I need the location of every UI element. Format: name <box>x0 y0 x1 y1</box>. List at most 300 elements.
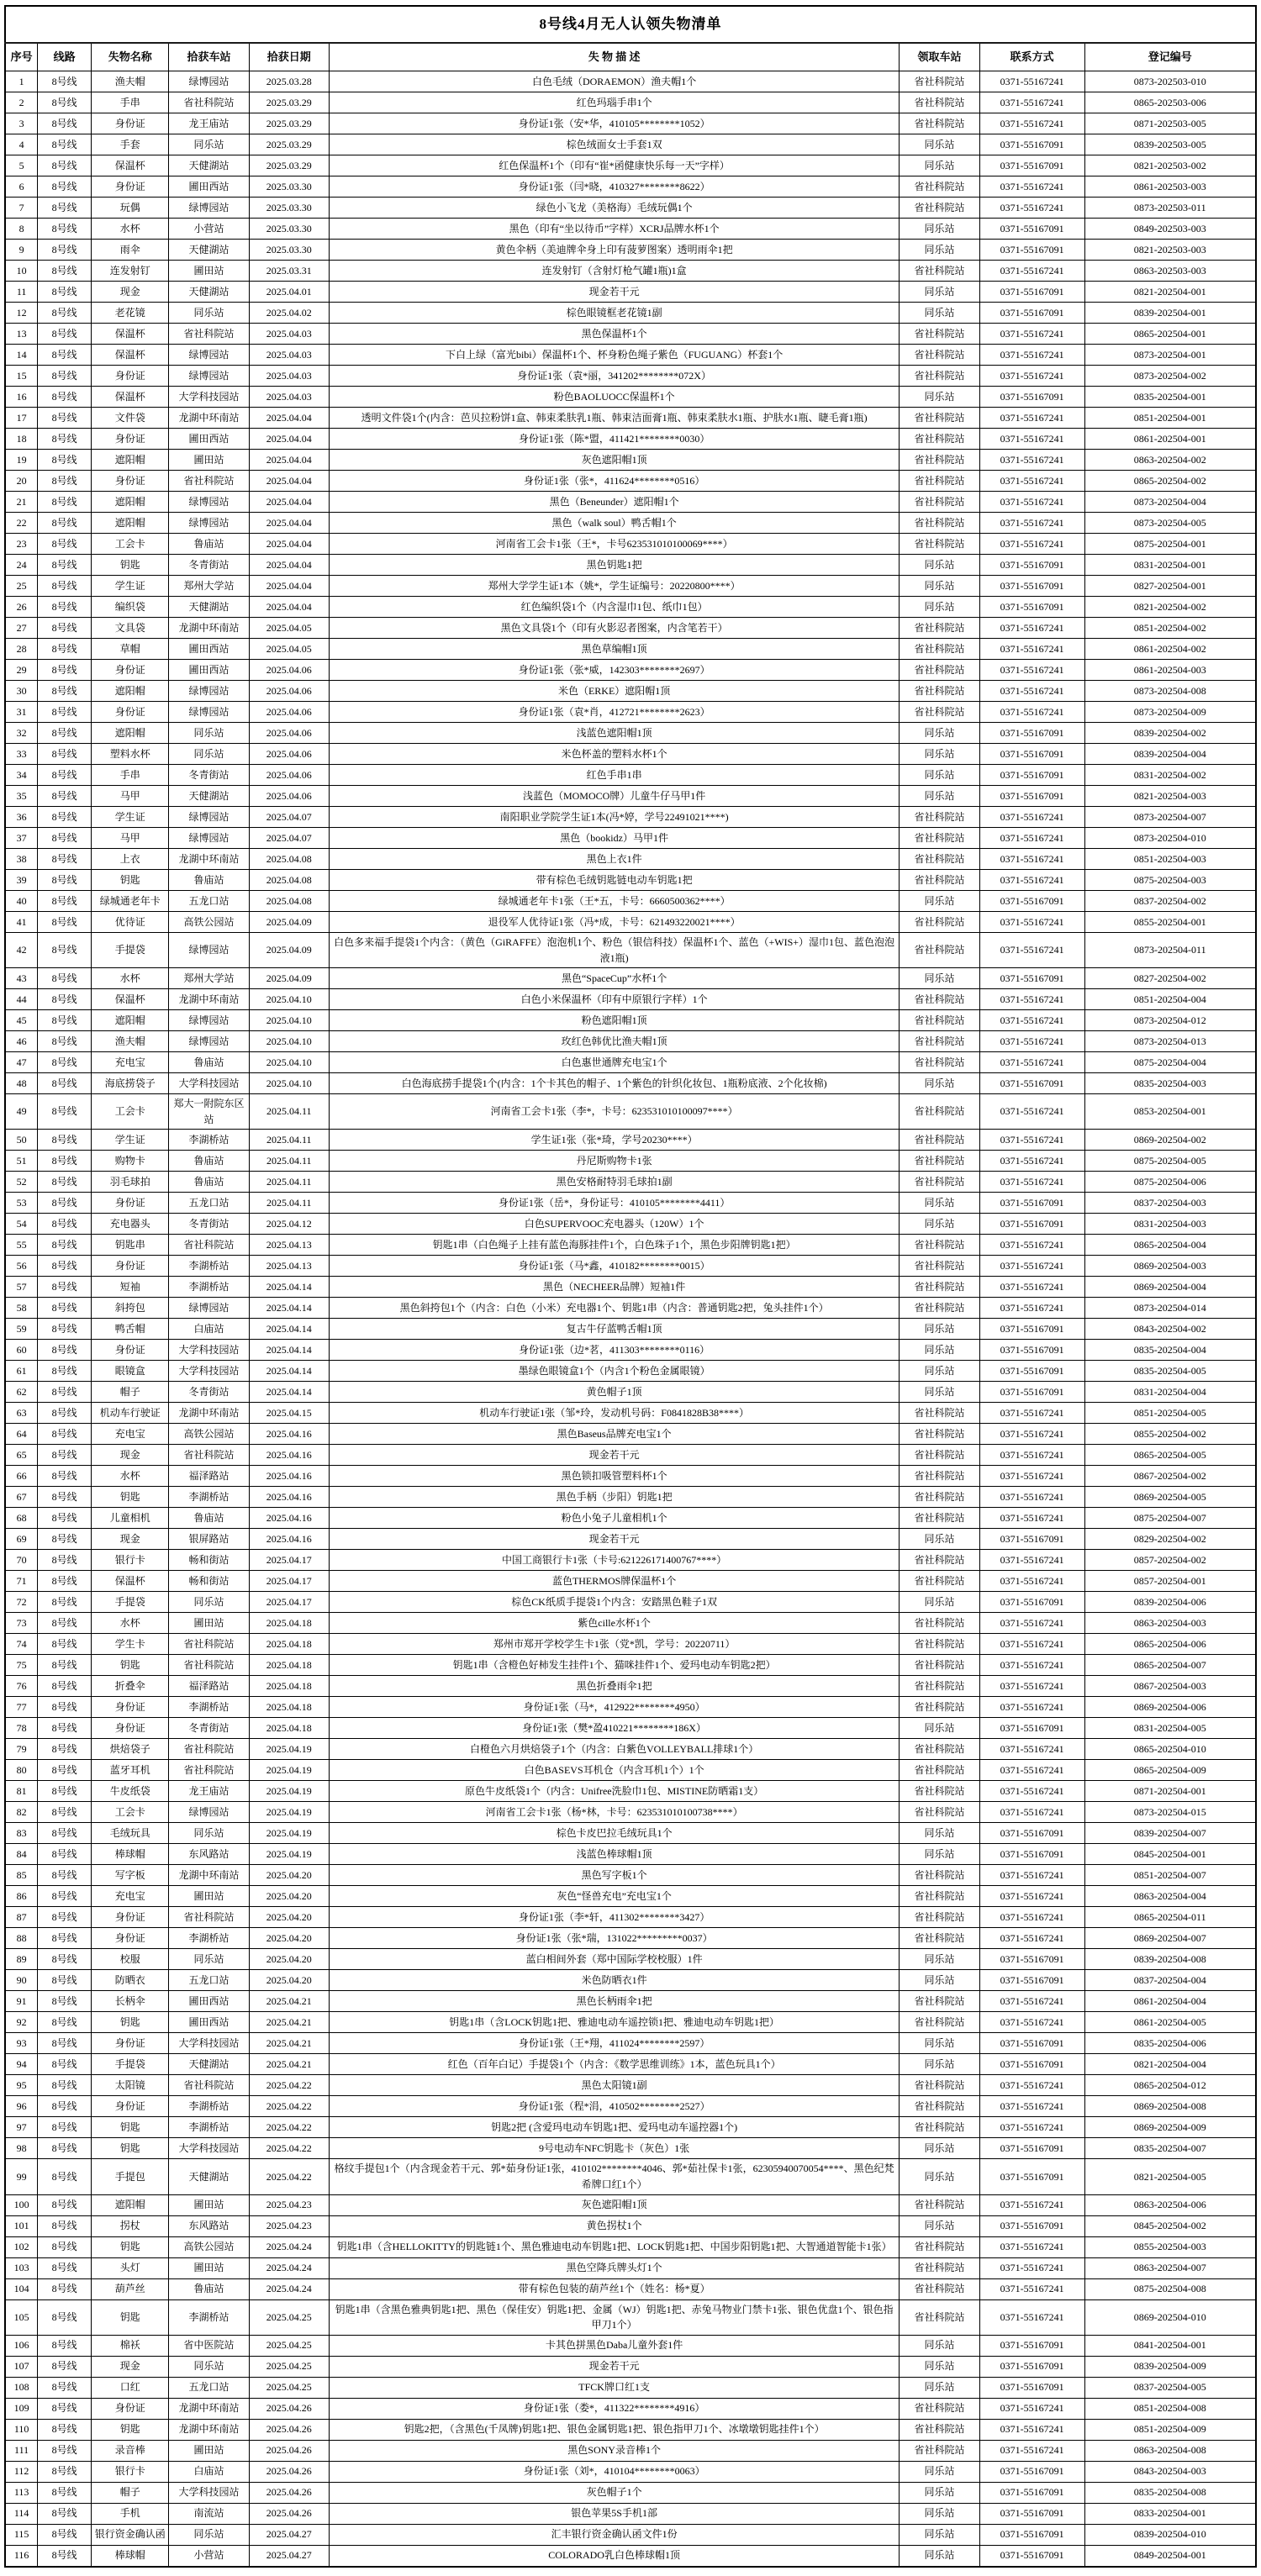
cell-pickup-station: 同乐站 <box>900 555 979 576</box>
cell-found-station: 天健湖站 <box>169 786 249 807</box>
cell-pickup-station: 省社科院站 <box>900 1508 979 1529</box>
cell-seq: 31 <box>5 702 38 723</box>
cell-found-date: 2025.04.22 <box>249 2138 329 2159</box>
cell-found-date: 2025.04.21 <box>249 1991 329 2012</box>
cell-found-station: 畅和街站 <box>169 1571 249 1592</box>
cell-seq: 87 <box>5 1907 38 1928</box>
cell-pickup-station: 省社科院站 <box>900 113 979 134</box>
cell-found-station: 李湖桥站 <box>169 2117 249 2138</box>
cell-seq: 44 <box>5 989 38 1010</box>
cell-contact-phone: 0371-55167241 <box>979 1031 1084 1052</box>
cell-seq: 97 <box>5 2117 38 2138</box>
cell-item-name: 录音棒 <box>92 2440 169 2461</box>
cell-line: 8号线 <box>38 1424 92 1445</box>
cell-line: 8号线 <box>38 1571 92 1592</box>
cell-found-station: 同乐站 <box>169 1949 249 1970</box>
cell-contact-phone: 0371-55167091 <box>979 1193 1084 1214</box>
cell-item-name: 牛皮纸袋 <box>92 1781 169 1802</box>
table-row <box>5 345 1256 366</box>
cell-seq: 86 <box>5 1886 38 1907</box>
cell-contact-phone: 0371-55167241 <box>979 1781 1084 1802</box>
cell-seq: 46 <box>5 1031 38 1052</box>
table-row <box>5 2461 1256 2482</box>
cell-reg-no: 0863-202504-008 <box>1084 2440 1256 2461</box>
cell-seq: 83 <box>5 1823 38 1844</box>
table-row <box>5 1094 1256 1130</box>
cell-pickup-station: 省社科院站 <box>900 807 979 828</box>
cell-contact-phone: 0371-55167091 <box>979 765 1084 786</box>
cell-line: 8号线 <box>38 1193 92 1214</box>
cell-reg-no: 0875-202504-006 <box>1084 1172 1256 1193</box>
cell-reg-no: 0865-202504-005 <box>1084 1445 1256 1466</box>
cell-description: 浅蓝色（MOMOCO牌）儿童牛仔马甲1件 <box>329 786 900 807</box>
cell-seq: 64 <box>5 1424 38 1445</box>
cell-seq: 3 <box>5 113 38 134</box>
cell-pickup-station: 省社科院站 <box>900 1655 979 1676</box>
cell-pickup-station: 省社科院站 <box>900 1424 979 1445</box>
cell-contact-phone: 0371-55167241 <box>979 1235 1084 1256</box>
cell-contact-phone: 0371-55167241 <box>979 1676 1084 1697</box>
cell-seq: 69 <box>5 1529 38 1550</box>
cell-reg-no: 0821-202504-001 <box>1084 282 1256 303</box>
cell-reg-no: 0863-202504-003 <box>1084 1613 1256 1634</box>
cell-pickup-station: 省社科院站 <box>900 912 979 933</box>
cell-item-name: 手套 <box>92 134 169 155</box>
cell-contact-phone: 0371-55167241 <box>979 408 1084 429</box>
cell-description: 丹尼斯购物卡1张 <box>329 1151 900 1172</box>
cell-description: 黑色保温杯1个 <box>329 324 900 345</box>
cell-reg-no: 0839-202504-010 <box>1084 2524 1256 2545</box>
cell-found-station: 绿博园站 <box>169 807 249 828</box>
cell-pickup-station: 同乐站 <box>900 1382 979 1403</box>
cell-seq: 42 <box>5 933 38 968</box>
cell-found-date: 2025.04.14 <box>249 1340 329 1361</box>
cell-contact-phone: 0371-55167241 <box>979 2194 1084 2215</box>
cell-found-station: 鲁庙站 <box>169 1151 249 1172</box>
cell-pickup-station: 省社科院站 <box>900 1676 979 1697</box>
cell-found-station: 绿博园站 <box>169 1010 249 1031</box>
cell-found-date: 2025.04.24 <box>249 2278 329 2299</box>
cell-seq: 53 <box>5 1193 38 1214</box>
cell-item-name: 身份证 <box>92 2398 169 2419</box>
cell-item-name: 连发射钉 <box>92 261 169 282</box>
cell-description: 身份证1张（娄*，411322********4916） <box>329 2398 900 2419</box>
cell-reg-no: 0873-202504-001 <box>1084 345 1256 366</box>
cell-found-station: 大学科技园站 <box>169 1361 249 1382</box>
cell-item-name: 斜挎包 <box>92 1298 169 1319</box>
cell-found-station: 省社科院站 <box>169 1655 249 1676</box>
column-header-line: 线路 <box>38 43 92 71</box>
cell-description: 灰色遮阳帽1顶 <box>329 2194 900 2215</box>
cell-description: 粉色遮阳帽1顶 <box>329 1010 900 1031</box>
cell-description: COLORADO乳白色棒球帽1顶 <box>329 2545 900 2567</box>
cell-pickup-station: 省社科院站 <box>900 2398 979 2419</box>
cell-description: 身份证1张（边*茗，411303********0116） <box>329 1340 900 1361</box>
cell-pickup-station: 省社科院站 <box>900 2075 979 2096</box>
cell-reg-no: 0827-202504-002 <box>1084 968 1256 989</box>
cell-description: 钥匙2把 (含爱玛电动车钥匙1把、爱玛电动车遥控器1个) <box>329 2117 900 2138</box>
cell-item-name: 钥匙 <box>92 1487 169 1508</box>
cell-item-name: 马甲 <box>92 828 169 849</box>
table-row <box>5 1991 1256 2012</box>
cell-pickup-station: 省社科院站 <box>900 660 979 681</box>
table-row <box>5 1949 1256 1970</box>
cell-contact-phone: 0371-55167241 <box>979 2419 1084 2440</box>
cell-line: 8号线 <box>38 240 92 261</box>
cell-contact-phone: 0371-55167241 <box>979 1928 1084 1949</box>
cell-pickup-station: 省社科院站 <box>900 1697 979 1718</box>
cell-item-name: 充电宝 <box>92 1424 169 1445</box>
table-row <box>5 2440 1256 2461</box>
cell-found-station: 圃田站 <box>169 2440 249 2461</box>
cell-contact-phone: 0371-55167241 <box>979 828 1084 849</box>
cell-pickup-station: 同乐站 <box>900 2335 979 2356</box>
cell-item-name: 钥匙 <box>92 555 169 576</box>
cell-description: 黑色（印有“坐以待币”字样）XCRJ品牌水杯1个 <box>329 219 900 240</box>
cell-found-station: 龙湖中环南站 <box>169 2419 249 2440</box>
cell-found-date: 2025.04.01 <box>249 282 329 303</box>
cell-contact-phone: 0371-55167241 <box>979 471 1084 492</box>
cell-pickup-station: 同乐站 <box>900 597 979 618</box>
cell-contact-phone: 0371-55167241 <box>979 1886 1084 1907</box>
cell-line: 8号线 <box>38 450 92 471</box>
cell-found-station: 大学科技园站 <box>169 1073 249 1094</box>
cell-seq: 49 <box>5 1094 38 1130</box>
cell-line: 8号线 <box>38 1823 92 1844</box>
cell-reg-no: 0833-202504-001 <box>1084 2503 1256 2524</box>
cell-pickup-station: 省社科院站 <box>900 2096 979 2117</box>
table-row <box>5 1718 1256 1739</box>
cell-found-date: 2025.04.20 <box>249 1928 329 1949</box>
cell-contact-phone: 0371-55167241 <box>979 1298 1084 1319</box>
cell-description: 身份证1张（程*涓，410502********2527） <box>329 2096 900 2117</box>
table-row <box>5 1550 1256 1571</box>
cell-reg-no: 0837-202504-004 <box>1084 1970 1256 1991</box>
cell-item-name: 手机 <box>92 2503 169 2524</box>
cell-found-station: 小营站 <box>169 2545 249 2567</box>
cell-found-station: 省社科院站 <box>169 1445 249 1466</box>
cell-line: 8号线 <box>38 1676 92 1697</box>
cell-reg-no: 0851-202504-003 <box>1084 849 1256 870</box>
cell-contact-phone: 0371-55167091 <box>979 219 1084 240</box>
cell-found-date: 2025.04.20 <box>249 1865 329 1886</box>
cell-found-date: 2025.04.08 <box>249 849 329 870</box>
cell-reg-no: 0875-202504-004 <box>1084 1052 1256 1073</box>
cell-item-name: 现金 <box>92 2356 169 2377</box>
cell-found-date: 2025.04.20 <box>249 1970 329 1991</box>
cell-item-name: 充电宝 <box>92 1886 169 1907</box>
cell-found-station: 东风路站 <box>169 1844 249 1865</box>
cell-line: 8号线 <box>38 1256 92 1277</box>
cell-contact-phone: 0371-55167091 <box>979 597 1084 618</box>
cell-found-station: 龙湖中环南站 <box>169 618 249 639</box>
cell-found-station: 龙湖中环南站 <box>169 989 249 1010</box>
cell-found-date: 2025.04.08 <box>249 870 329 891</box>
cell-found-date: 2025.03.31 <box>249 261 329 282</box>
cell-seq: 38 <box>5 849 38 870</box>
cell-description: 钥匙1串（白色绳子上挂有蓝色海豚挂件1个，白色珠子1个，黑色步阳牌钥匙1把） <box>329 1235 900 1256</box>
cell-found-station: 龙湖中环南站 <box>169 849 249 870</box>
table-row <box>5 1844 1256 1865</box>
cell-pickup-station: 省社科院站 <box>900 1907 979 1928</box>
cell-contact-phone: 0371-55167241 <box>979 492 1084 513</box>
cell-description: 黑色文具袋1个（印有火影忍者图案，内含笔若干） <box>329 618 900 639</box>
table-row <box>5 1823 1256 1844</box>
cell-item-name: 棒球帽 <box>92 2545 169 2567</box>
cell-description: 红色保温杯1个（印有“崔*函健康快乐每一天”字样） <box>329 155 900 176</box>
cell-description: 钥匙1串（含LOCK钥匙1把、雅迪电动车遥控锁1把、雅迪电动车钥匙1把） <box>329 2012 900 2033</box>
table-row <box>5 1781 1256 1802</box>
cell-reg-no: 0861-202504-002 <box>1084 639 1256 660</box>
cell-found-date: 2025.04.03 <box>249 387 329 408</box>
cell-contact-phone: 0371-55167091 <box>979 1214 1084 1235</box>
table-row <box>5 1928 1256 1949</box>
table-row <box>5 176 1256 198</box>
cell-line: 8号线 <box>38 1802 92 1823</box>
cell-reg-no: 0839-202504-006 <box>1084 1592 1256 1613</box>
cell-item-name: 身份证 <box>92 471 169 492</box>
cell-found-date: 2025.03.29 <box>249 134 329 155</box>
cell-pickup-station: 同乐站 <box>900 2159 979 2194</box>
cell-found-station: 省社科院站 <box>169 1235 249 1256</box>
cell-item-name: 现金 <box>92 1529 169 1550</box>
cell-seq: 43 <box>5 968 38 989</box>
column-header-seq: 序号 <box>5 43 38 71</box>
cell-seq: 85 <box>5 1865 38 1886</box>
cell-contact-phone: 0371-55167241 <box>979 1130 1084 1151</box>
cell-line: 8号线 <box>38 1466 92 1487</box>
cell-description: 身份证1张（闫*晓，410327********8622） <box>329 176 900 198</box>
cell-found-date: 2025.04.20 <box>249 1949 329 1970</box>
column-header-reg-no: 登记编号 <box>1084 43 1256 71</box>
cell-contact-phone: 0371-55167091 <box>979 134 1084 155</box>
cell-item-name: 遮阳帽 <box>92 450 169 471</box>
cell-found-date: 2025.04.06 <box>249 723 329 744</box>
cell-item-name: 蓝牙耳机 <box>92 1760 169 1781</box>
cell-contact-phone: 0371-55167241 <box>979 71 1084 92</box>
cell-seq: 1 <box>5 71 38 92</box>
cell-description: 黑色（bookidz）马甲1件 <box>329 828 900 849</box>
cell-found-date: 2025.04.16 <box>249 1508 329 1529</box>
cell-description: 带有棕色毛绒钥匙链电动车钥匙1把 <box>329 870 900 891</box>
cell-contact-phone: 0371-55167091 <box>979 1319 1084 1340</box>
table-row <box>5 282 1256 303</box>
cell-item-name: 工会卡 <box>92 1094 169 1130</box>
cell-description: 白色小米保温杯（印有中原银行字样）1个 <box>329 989 900 1010</box>
cell-reg-no: 0869-202504-004 <box>1084 1277 1256 1298</box>
cell-found-date: 2025.04.04 <box>249 597 329 618</box>
cell-line: 8号线 <box>38 891 92 912</box>
cell-description: 复古牛仔蓝鸭舌帽1顶 <box>329 1319 900 1340</box>
cell-found-station: 圃田西站 <box>169 1991 249 2012</box>
cell-found-date: 2025.04.04 <box>249 576 329 597</box>
cell-reg-no: 0861-202504-001 <box>1084 429 1256 450</box>
cell-seq: 25 <box>5 576 38 597</box>
cell-pickup-station: 同乐站 <box>900 1949 979 1970</box>
cell-item-name: 学生证 <box>92 807 169 828</box>
cell-found-station: 圃田站 <box>169 261 249 282</box>
cell-seq: 48 <box>5 1073 38 1094</box>
cell-seq: 100 <box>5 2194 38 2215</box>
cell-item-name: 手提袋 <box>92 933 169 968</box>
cell-seq: 88 <box>5 1928 38 1949</box>
cell-contact-phone: 0371-55167241 <box>979 870 1084 891</box>
cell-pickup-station: 同乐站 <box>900 576 979 597</box>
cell-contact-phone: 0371-55167091 <box>979 2138 1084 2159</box>
cell-seq: 90 <box>5 1970 38 1991</box>
cell-found-station: 鲁庙站 <box>169 1508 249 1529</box>
cell-seq: 39 <box>5 870 38 891</box>
cell-found-station: 圃田站 <box>169 2257 249 2278</box>
cell-reg-no: 0863-202504-002 <box>1084 450 1256 471</box>
cell-item-name: 水杯 <box>92 1613 169 1634</box>
cell-contact-phone: 0371-55167241 <box>979 1802 1084 1823</box>
cell-found-date: 2025.04.21 <box>249 2033 329 2054</box>
cell-seq: 63 <box>5 1403 38 1424</box>
cell-pickup-station: 同乐站 <box>900 1529 979 1550</box>
cell-reg-no: 0873-202504-002 <box>1084 366 1256 387</box>
cell-description: 黑色（walk soul）鸭舌帽1个 <box>329 513 900 534</box>
cell-item-name: 购物卡 <box>92 1151 169 1172</box>
cell-item-name: 烘焙袋子 <box>92 1739 169 1760</box>
cell-item-name: 文具袋 <box>92 618 169 639</box>
cell-description: 学生证1张（张*琦，学号20230****） <box>329 1130 900 1151</box>
cell-line: 8号线 <box>38 1865 92 1886</box>
cell-description: 钥匙2把，（含黑色(千凤牌)钥匙1把、银色金属钥匙1把、银色指甲刀1个、冰墩墩钥匙挂件1个） <box>329 2419 900 2440</box>
cell-seq: 76 <box>5 1676 38 1697</box>
cell-pickup-station: 省社科院站 <box>900 366 979 387</box>
cell-description: 红色编织袋1个（内含湿巾1包、纸巾1包） <box>329 597 900 618</box>
cell-contact-phone: 0371-55167241 <box>979 324 1084 345</box>
cell-contact-phone: 0371-55167241 <box>979 2440 1084 2461</box>
cell-line: 8号线 <box>38 1010 92 1031</box>
cell-reg-no: 0849-202504-001 <box>1084 2545 1256 2567</box>
cell-item-name: 银行资金确认函 <box>92 2524 169 2545</box>
cell-contact-phone: 0371-55167241 <box>979 912 1084 933</box>
table-row <box>5 1010 1256 1031</box>
cell-found-station: 李湖桥站 <box>169 1130 249 1151</box>
cell-found-station: 鲁庙站 <box>169 870 249 891</box>
table-row <box>5 1193 1256 1214</box>
cell-pickup-station: 同乐站 <box>900 282 979 303</box>
cell-found-date: 2025.03.29 <box>249 92 329 113</box>
cell-seq: 19 <box>5 450 38 471</box>
cell-line: 8号线 <box>38 176 92 198</box>
cell-found-station: 省社科院站 <box>169 1739 249 1760</box>
cell-seq: 27 <box>5 618 38 639</box>
cell-contact-phone: 0371-55167241 <box>979 1277 1084 1298</box>
cell-contact-phone: 0371-55167091 <box>979 282 1084 303</box>
cell-pickup-station: 同乐站 <box>900 2054 979 2075</box>
cell-item-name: 文件袋 <box>92 408 169 429</box>
cell-found-date: 2025.04.07 <box>249 807 329 828</box>
table-row <box>5 2398 1256 2419</box>
cell-description: 卡其色拼黑色Daba儿童外套1件 <box>329 2335 900 2356</box>
cell-line: 8号线 <box>38 1031 92 1052</box>
cell-item-name: 身份证 <box>92 2096 169 2117</box>
cell-found-date: 2025.04.26 <box>249 2503 329 2524</box>
cell-description: 黑色太阳镜1副 <box>329 2075 900 2096</box>
cell-found-station: 鲁庙站 <box>169 1052 249 1073</box>
cell-seq: 26 <box>5 597 38 618</box>
table-row <box>5 2117 1256 2138</box>
cell-item-name: 钥匙 <box>92 2117 169 2138</box>
cell-found-date: 2025.04.09 <box>249 912 329 933</box>
cell-seq: 36 <box>5 807 38 828</box>
cell-item-name: 工会卡 <box>92 1802 169 1823</box>
cell-seq: 73 <box>5 1613 38 1634</box>
cell-found-station: 省社科院站 <box>169 471 249 492</box>
cell-seq: 104 <box>5 2278 38 2299</box>
cell-line: 8号线 <box>38 1073 92 1094</box>
cell-pickup-station: 省社科院站 <box>900 1886 979 1907</box>
cell-found-date: 2025.04.16 <box>249 1445 329 1466</box>
cell-seq: 98 <box>5 2138 38 2159</box>
cell-contact-phone: 0371-55167241 <box>979 1424 1084 1445</box>
cell-reg-no: 0863-202503-003 <box>1084 261 1256 282</box>
cell-line: 8号线 <box>38 744 92 765</box>
cell-line: 8号线 <box>38 1094 92 1130</box>
cell-found-station: 同乐站 <box>169 134 249 155</box>
cell-line: 8号线 <box>38 968 92 989</box>
cell-reg-no: 0861-202504-004 <box>1084 1991 1256 2012</box>
cell-description: 现金若干元 <box>329 282 900 303</box>
cell-line: 8号线 <box>38 513 92 534</box>
cell-pickup-station: 省社科院站 <box>900 2257 979 2278</box>
cell-line: 8号线 <box>38 2524 92 2545</box>
cell-item-name: 钥匙 <box>92 2299 169 2335</box>
cell-item-name: 工会卡 <box>92 534 169 555</box>
cell-pickup-station: 省社科院站 <box>900 618 979 639</box>
cell-item-name: 棉袄 <box>92 2335 169 2356</box>
table-row <box>5 2096 1256 2117</box>
cell-found-station: 龙湖中环南站 <box>169 1403 249 1424</box>
cell-line: 8号线 <box>38 1130 92 1151</box>
cell-found-date: 2025.04.09 <box>249 933 329 968</box>
cell-description: 黑色SONY录音棒1个 <box>329 2440 900 2461</box>
cell-found-station: 圃田站 <box>169 2194 249 2215</box>
cell-line: 8号线 <box>38 471 92 492</box>
cell-pickup-station: 省社科院站 <box>900 1403 979 1424</box>
table-row <box>5 2278 1256 2299</box>
cell-found-date: 2025.04.26 <box>249 2461 329 2482</box>
cell-contact-phone: 0371-55167241 <box>979 2117 1084 2138</box>
cell-line: 8号线 <box>38 1592 92 1613</box>
cell-line: 8号线 <box>38 681 92 702</box>
cell-description: 黑色空降兵牌头灯1个 <box>329 2257 900 2278</box>
cell-contact-phone: 0371-55167241 <box>979 1052 1084 1073</box>
cell-reg-no: 0873-202504-013 <box>1084 1031 1256 1052</box>
cell-contact-phone: 0371-55167091 <box>979 1382 1084 1403</box>
table-row <box>5 1445 1256 1466</box>
cell-description: 红色（百年白记）手提袋1个（内含：《数学思维训练》1本，蓝色玩具1个） <box>329 2054 900 2075</box>
cell-found-station: 圃田西站 <box>169 639 249 660</box>
cell-item-name: 草帽 <box>92 639 169 660</box>
cell-found-station: 白庙站 <box>169 1319 249 1340</box>
cell-reg-no: 0865-202504-007 <box>1084 1655 1256 1676</box>
table-row <box>5 134 1256 155</box>
cell-found-date: 2025.04.14 <box>249 1361 329 1382</box>
cell-reg-no: 0873-202504-007 <box>1084 807 1256 828</box>
cell-seq: 101 <box>5 2215 38 2236</box>
cell-line: 8号线 <box>38 723 92 744</box>
cell-pickup-station: 同乐站 <box>900 303 979 324</box>
table-row <box>5 1487 1256 1508</box>
cell-line: 8号线 <box>38 1487 92 1508</box>
cell-line: 8号线 <box>38 2159 92 2194</box>
cell-found-date: 2025.04.04 <box>249 534 329 555</box>
cell-line: 8号线 <box>38 849 92 870</box>
